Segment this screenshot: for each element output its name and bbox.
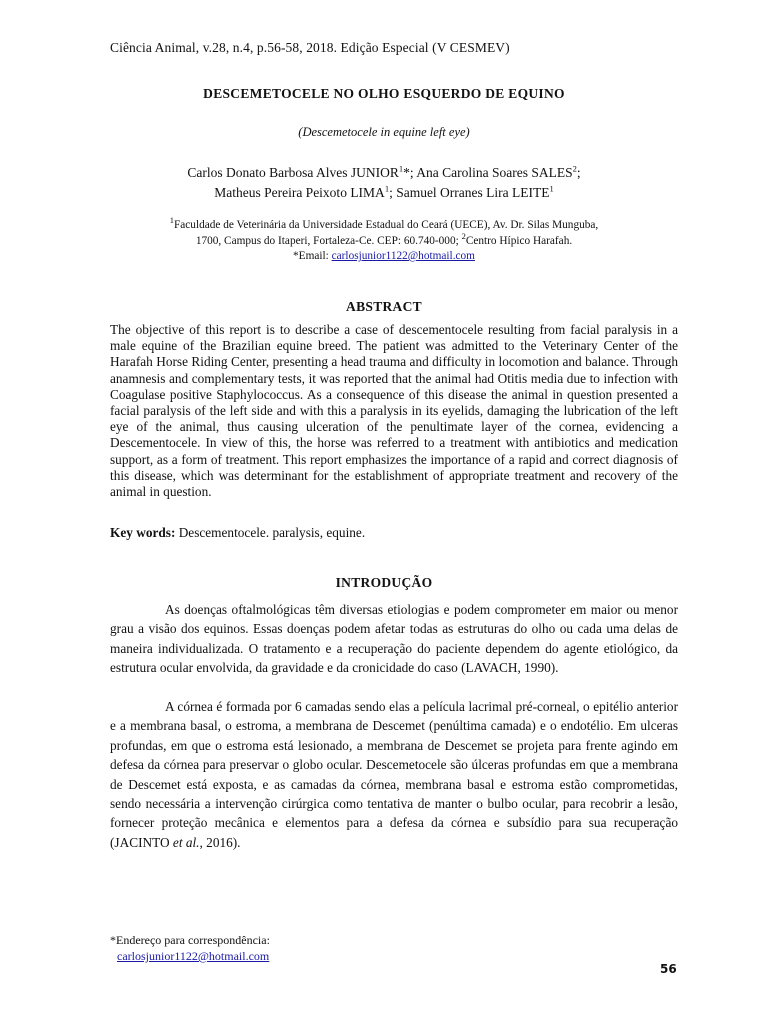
keywords [110, 525, 678, 541]
affiliation-line-1 [0, 215, 768, 234]
author-list [0, 163, 768, 203]
introduction-paragraph-1: As doenças oftalmológicas têm diversas etiologias e podem comprometer em maior ou menor grau a visão dos equinos. Essas doenças podem afetar todas as estruturas do olho ou cada uma delas de maneira individualizada. O tratamento e a recuperação do paciente dependem do agente etiológico, da estrutura ocular envolvida, da gravidade e da cronicidade do caso (LAVACH, 1990). [110, 602, 678, 676]
affiliation-marker: 2 [572, 163, 577, 174]
contact-email-line [0, 249, 768, 265]
affiliation-marker: 1 [169, 215, 174, 226]
affiliation-text: 1700, Campus do Itaperi, Fortaleza-Ce. CEP: 60.740-000; [195, 234, 459, 247]
author-name: Carlos Donato Barbosa Alves JUNIOR [187, 165, 399, 180]
introduction-heading: INTRODUÇÃO [335, 575, 433, 590]
author-separator: ; [576, 165, 581, 180]
paper-title: DESCEMETOCELE NO OLHO ESQUERDO DE EQUINO [203, 86, 565, 101]
affiliation-marker: 1 [549, 183, 554, 194]
introduction-paragraph-2 [110, 697, 678, 852]
affiliation-marker: 1 [398, 163, 404, 174]
abstract-text: The objective of this report is to describe a case of descementocele resulting from facial paralysis in a male equine of the Brazilian equine breed. The patient was admitted to the Veterinary Center of the Harafah Horse Riding Center, presenting a head trauma and difficulty in locomotion and balance. Through anamnesis and complementary tests, it was reported that the animal had Otitis media due to infection with Coagulase positive Staphylococcus. As a consequence of this disease the animal in question presented a facial paralysis of the left side and with this a paralysis in its eyelids, damaging the lubrication of the left eye of the animal, thus causing ulceration of the penultimate layer of the cornea, evidencing a Descementocele. In view of this, the horse was referred to a treatment with antibiotics and medication support, as a form of treatment. This report emphasizes the importance of a rapid and correct diagnosis of this disease, which was determinant for the establishment of appropriate treatment and recovery of the animal in question. [110, 322, 678, 500]
footnote-label: *Endereço para correspondência: [110, 933, 270, 947]
author-line-2 [0, 183, 768, 203]
keywords-text: Descementocele. paralysis, equine. [178, 525, 366, 540]
keywords-label: Key words: [110, 525, 176, 540]
author-line-1 [0, 163, 768, 183]
paper-subtitle: (Descemetocele in equine left eye) [298, 125, 470, 139]
author-name: *; Ana Carolina Soares SALES [403, 165, 573, 180]
affiliation-marker: 2 [461, 230, 466, 241]
affiliation-text: Faculdade de Veterinária da Universidade Estadual do Ceará (UECE), Av. Dr. Silas Munguba, [174, 219, 599, 231]
footnote-email-link[interactable]: carlosjunior1122@hotmail.com [117, 949, 270, 963]
author-name: ; Samuel Orranes Lira LEITE [389, 185, 550, 200]
citation-et-al: et al. [172, 834, 200, 850]
correspondence-footnote [110, 932, 270, 964]
author-email-link[interactable]: carlosjunior1122@hotmail.com [331, 250, 475, 262]
affiliation-text: Centro Hípico Harafah. [465, 234, 573, 247]
affiliations [0, 215, 768, 265]
paragraph-text: , 2016). [199, 834, 241, 850]
abstract-heading: ABSTRACT [346, 299, 422, 314]
affiliation-marker: 1 [384, 183, 390, 194]
author-name: Matheus Pereira Peixoto LIMA [214, 185, 385, 200]
paragraph-text: A córnea é formada por 6 camadas sendo elas a película lacrimal pré-corneal, o epitélio anterior e a membrana basal, o estroma, a membrana de Descemet (penúltima camada) e o endotélio. Em ulceras profundas, em que o estroma está lesionado, a membrana de Descemet se projeta para frente agindo em defesa da córnea para preservar o globo ocular. Descemetocele são úlceras profundas em que a membrana de Descemet está exposta, e as camadas da córnea, membrana basal e estroma estão comprometidas, sendo necessária a intervenção cirúrgica como tentativa de manter o bulbo ocular, para recobrir a lesão, fornecer proteção mecânica e elementos para a defesa da córnea e subsídio para sua recuperação (JACINTO [110, 699, 678, 850]
footnote-email-row [110, 948, 270, 964]
affiliation-line-2 [0, 230, 768, 250]
page-number: 56 [660, 962, 677, 976]
journal-citation: Ciência Animal, v.28, n.4, p.56-58, 2018. Edição Especial (V CESMEV) [110, 40, 510, 55]
email-label: *Email: [293, 250, 329, 262]
